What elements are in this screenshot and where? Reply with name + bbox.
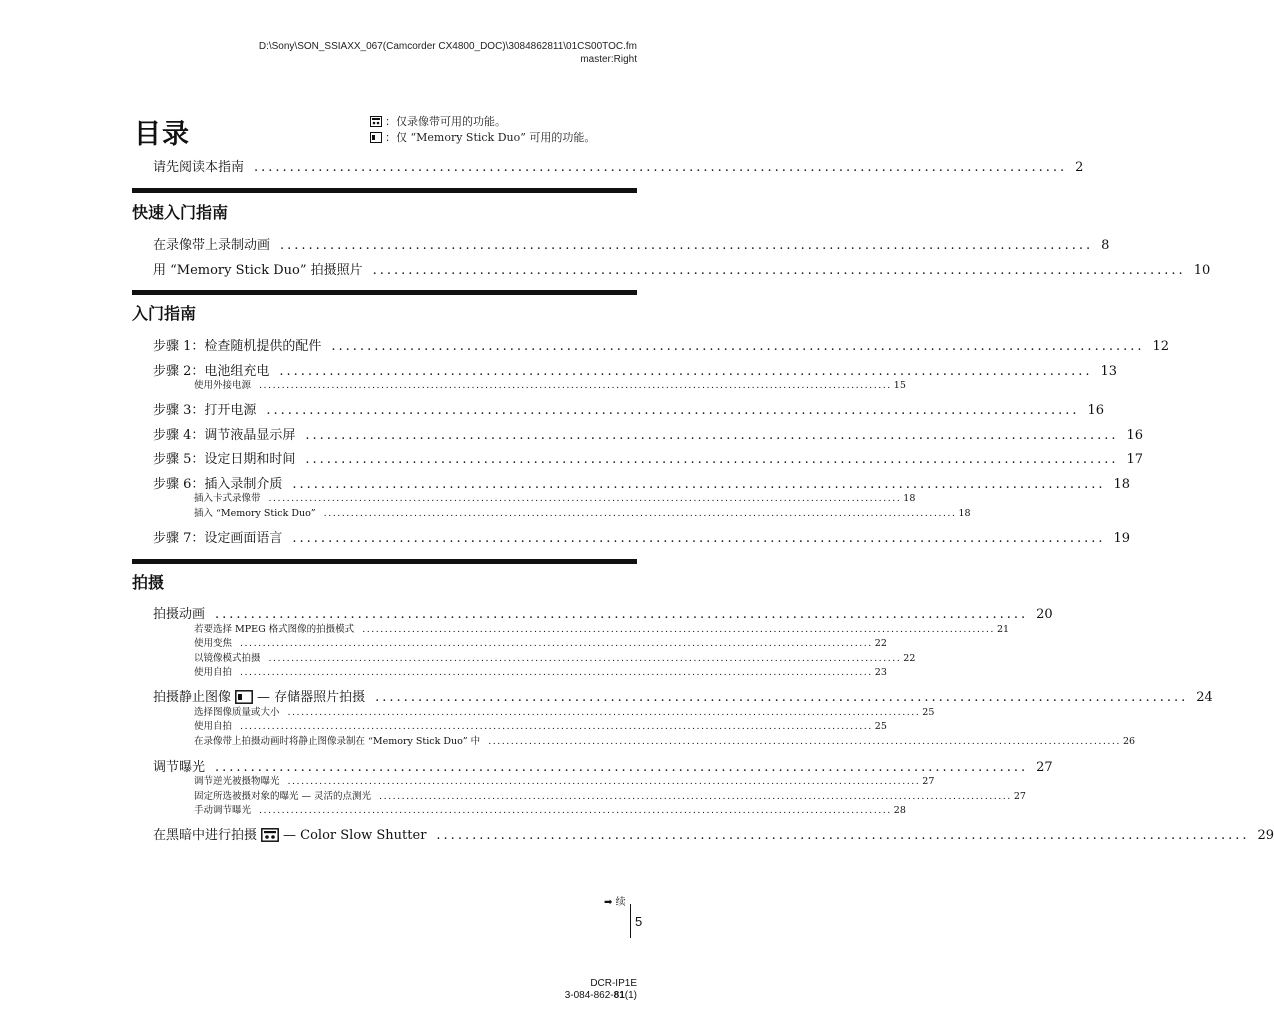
part-code-suffix: (1) [624,990,637,1001]
toc-entry-text: 在录像带上拍摄动画时将静止图像录制在 “Memory Stick Duo” 中 [194,736,481,747]
page-number-rule [630,904,631,938]
toc-entry[interactable] [153,234,1110,253]
toc-entry-text: 固定所选被摄对象的曝光 — 灵活的点测光 [194,791,372,802]
toc-entry-text-b: — Color Slow Shutter [283,828,427,843]
toc-entry-text: 步骤 6：插入录制介质 [153,477,283,492]
toc-entry-text: 用 “Memory Stick Duo” 拍摄照片 [153,263,363,278]
toc-subentry[interactable] [194,802,906,816]
leader-dots: ............................................................................................................................................ [268,493,902,504]
toc-subentry[interactable] [194,773,935,787]
toc-subentry[interactable] [194,788,1026,802]
memory-stick-icon [370,132,382,143]
toc-entry-page: 15 [893,380,906,391]
toc-entry-page: 2 [1075,160,1084,175]
toc-entry-page: 29 [1257,828,1274,843]
header-file-path: D:\Sony\SON_SSIAXX_067(Camcorder CX4800_DOC)\3084862811\01CS00TOC.fm [258,41,637,52]
page-title: 目录 [134,119,190,150]
legend-memory-stick-text: ：仅 “Memory Stick Duo” 可用的功能。 [385,131,596,144]
toc-entry-text: 在录像带上录制动画 [153,238,271,253]
leader-dots: ............................................................................................................................................ [488,736,1121,747]
toc-entry-text: 使用自拍 [194,667,233,678]
leader-dots: .................................................................................................................. [215,607,1029,622]
toc-entry-text: 调节逆光被摄物曝光 [194,776,280,787]
legend-memory-stick [370,130,595,146]
toc-entry[interactable] [153,360,1118,379]
toc-subentry[interactable] [194,505,971,519]
leader-dots: ............................................................................................................................................ [240,667,873,678]
toc-entry-page: 13 [1100,364,1118,379]
toc-entry-text [153,686,365,705]
leader-dots: ............................................................................................................................................ [379,791,1012,802]
toc-entry[interactable] [153,527,1131,546]
toc-entry[interactable] [153,686,1213,705]
toc-subentry[interactable] [194,664,887,678]
header-master: master:Right [580,54,637,65]
section-title-shooting: 拍摄 [132,573,165,592]
tape-icon [261,828,279,842]
leader-dots: ............................................................................................................................................ [323,508,957,519]
page-number: 5 [635,914,643,929]
toc-subentry[interactable] [194,718,887,732]
toc-entry-text: 插入 “Memory Stick Duo” [194,508,316,519]
toc-entry-text: 使用变焦 [194,638,233,649]
toc-entry[interactable] [153,448,1144,467]
toc-entry-page: 10 [1193,263,1211,278]
leader-dots: .................................................................................................................. [292,531,1106,546]
toc-entry-page: 27 [1013,791,1026,802]
toc-entry-text: 步骤 3：打开电源 [153,403,257,418]
toc-entry-page: 25 [922,707,935,718]
toc-entry-page: 18 [1113,477,1131,492]
part-code-prefix: 3-084-862- [564,990,614,1001]
toc-entry-page: 21 [996,624,1010,635]
toc-subentry[interactable] [194,490,916,504]
toc-entry[interactable] [153,259,1211,278]
toc-entry-text: 步骤 1：检查随机提供的配件 [153,339,322,354]
toc-entry-text-a: 拍摄静止图像 [153,690,232,705]
leader-dots: .................................................................................................................. [280,238,1094,253]
toc-entry[interactable] [153,473,1131,492]
toc-entry-text: 手动调节曝光 [194,805,252,816]
toc-entry-page: 8 [1101,238,1110,253]
section-divider [132,290,637,295]
toc-entry-page: 16 [1087,403,1105,418]
leader-dots: ............................................................................................................................................ [362,624,995,635]
toc-entry-page: 22 [903,653,916,664]
toc-entry-page: 26 [1122,736,1136,747]
leader-dots: .................................................................................................................. [215,760,1029,775]
part-code [565,989,637,1002]
toc-entry-text: 若要选择 MPEG 格式图像的拍摄模式 [194,624,355,635]
toc-entry-text: 步骤 2：电池组充电 [153,364,270,379]
toc-entry-page: 17 [1126,452,1144,467]
arrow-right-icon: ➡ [604,897,613,908]
toc-entry-page: 16 [1126,428,1144,443]
leader-dots: ............................................................................................................................................ [287,776,921,787]
toc-entry[interactable] [153,424,1144,443]
continued-indicator[interactable] [604,893,626,908]
leader-dots: .................................................................................................................. [266,403,1080,418]
toc-subentry[interactable] [194,704,935,718]
section-divider [132,559,637,564]
leader-dots: .................................................................................................................. [279,364,1093,379]
toc-entry-page: 23 [874,667,887,678]
toc-subentry[interactable] [194,621,1010,635]
part-code-bold: 81 [613,990,625,1001]
toc-entry-page: 20 [1036,607,1053,622]
toc-subentry[interactable] [194,733,1136,747]
leader-dots: .................................................................................................................. [436,828,1250,843]
toc-entry-page: 18 [958,508,971,519]
tape-icon [370,116,382,127]
leader-dots: .................................................................................................................. [331,339,1145,354]
toc-entry-page: 27 [1036,760,1053,775]
toc-entry-text-b: — 存储器照片拍摄 [257,690,366,705]
toc-entry-text: 拍摄动画 [153,607,206,622]
continued-label: 续 [615,897,626,908]
leader-dots: ............................................................................................................................................ [259,805,892,816]
leader-dots: .................................................................................................................. [254,160,1068,175]
toc-entry-page: 22 [874,638,887,649]
toc-subentry[interactable] [194,650,916,664]
toc-entry-page: 25 [874,721,887,732]
leader-dots: ............................................................................................................................................ [259,380,892,391]
toc-entry-text: 以镜像模式拍摄 [194,653,261,664]
leader-dots: ............................................................................................................................................ [240,721,873,732]
toc-entry-text-a: 在黑暗中进行拍摄 [153,828,258,843]
toc-entry-page: 28 [893,805,906,816]
model-number: DCR-IP1E [590,978,637,989]
toc-entry-text: 选择图像质量或大小 [194,707,280,718]
toc-entry[interactable] [153,824,1274,843]
legend-tape-text: ：仅录像带可用的功能。 [385,115,506,128]
leader-dots: ............................................................................................................................................ [287,707,921,718]
toc-entry-text: 步骤 5：设定日期和时间 [153,452,296,467]
leader-dots: ............................................................................................................................................ [268,653,902,664]
leader-dots: .................................................................................................................. [305,428,1119,443]
toc-entry[interactable] [153,399,1105,418]
toc-entry-page: 19 [1113,531,1131,546]
section-divider [132,188,637,193]
legend-tape [370,114,506,130]
toc-entry-text: 使用自拍 [194,721,233,732]
leader-dots: ............................................................................................................................................ [240,638,873,649]
toc-entry-text: 调节曝光 [153,760,206,775]
leader-dots: .................................................................................................................. [305,452,1119,467]
section-title-quick-start: 快速入门指南 [132,203,229,222]
toc-entry-page: 12 [1152,339,1170,354]
toc-entry[interactable] [153,156,1084,175]
toc-entry[interactable] [153,335,1170,354]
toc-entry-text: 步骤 7：设定画面语言 [153,531,283,546]
section-title-getting-started: 入门指南 [132,304,197,323]
toc-subentry[interactable] [194,635,887,649]
leader-dots: .................................................................................................................. [375,690,1189,705]
toc-entry-page: 18 [903,493,916,504]
toc-entry-text: 请先阅读本指南 [153,160,245,175]
toc-entry-text: 使用外接电源 [194,380,252,391]
leader-dots: .................................................................................................................. [292,477,1106,492]
leader-dots: .................................................................................................................. [372,263,1186,278]
toc-entry-text: 插入卡式录像带 [194,493,261,504]
toc-entry-text: 步骤 4：调节液晶显示屏 [153,428,296,443]
toc-subentry[interactable] [194,377,906,391]
toc-entry[interactable] [153,603,1053,622]
toc-entry[interactable] [153,756,1053,775]
toc-entry-page: 24 [1196,690,1213,705]
memory-stick-icon [235,690,253,704]
toc-entry-page: 27 [922,776,935,787]
toc-entry-text [153,824,426,843]
